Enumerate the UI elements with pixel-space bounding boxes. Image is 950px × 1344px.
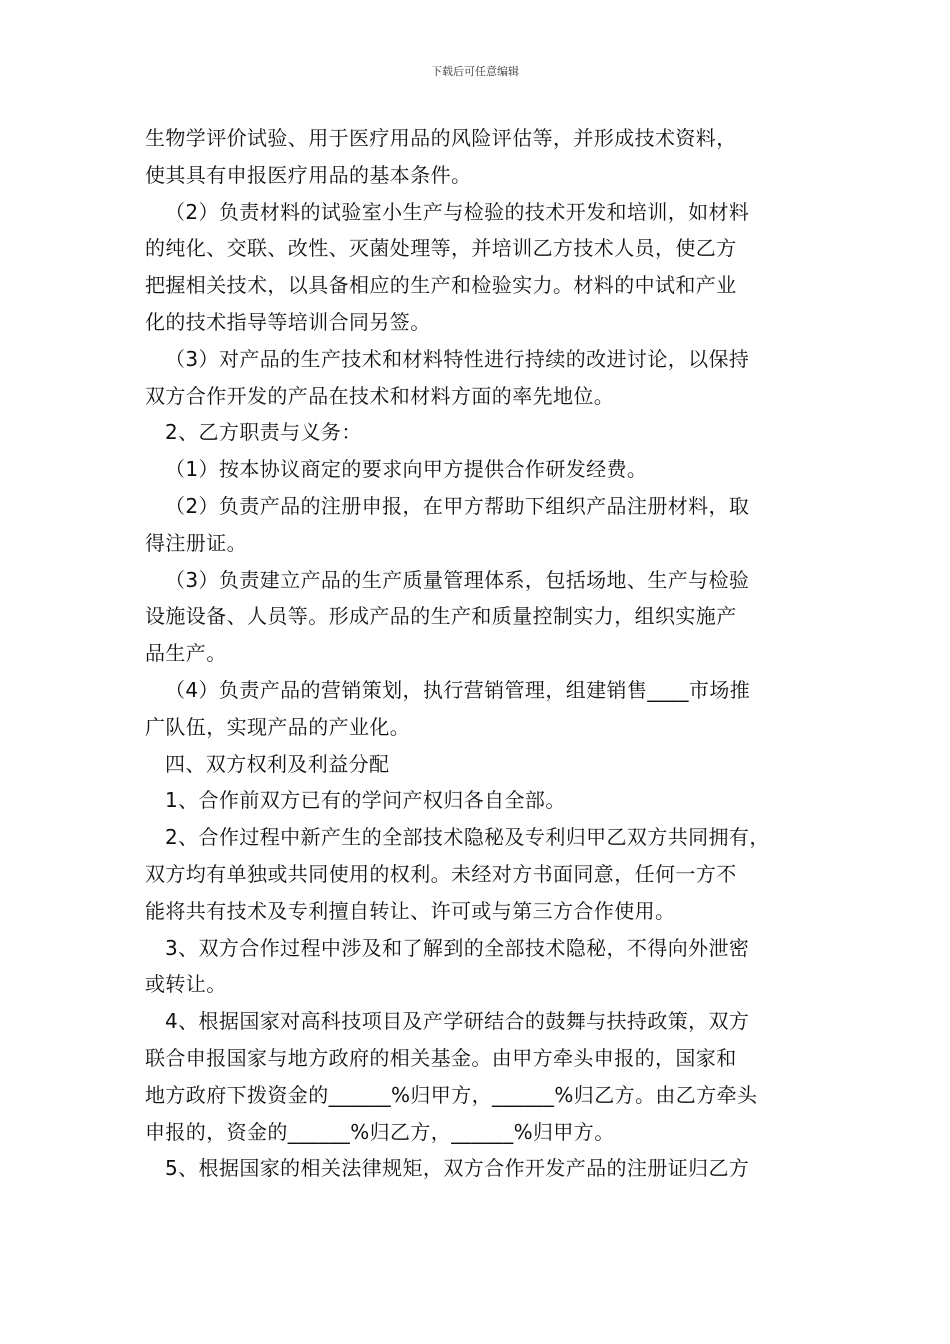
text-line: 双方合作开发的产品在技术和材料方面的率先地位。 <box>145 383 615 408</box>
page-header: 下载后可任意编辑 <box>431 65 519 78</box>
text-line: 2、合作过程中新产生的全部技术隐秘及专利归甲乙双方共同拥有， <box>165 825 770 850</box>
text-line: （4）负责产品的营销策划，执行营销管理，组建销售____市场推 <box>165 677 751 702</box>
text-line: 或转让。 <box>145 972 227 997</box>
text-line: 3、双方合作过程中涉及和了解到的全部技术隐秘，不得向外泄密 <box>165 935 750 960</box>
text-line: 生物学评价试验、用于医疗用品的风险评估等，并形成技术资料， <box>145 126 737 150</box>
text-line: 联合申报国家与地方政府的相关基金。由甲方牵头申报的，国家和 <box>145 1045 737 1070</box>
text-line: 使其具有申报医疗用品的基本条件。 <box>145 162 472 187</box>
text-line: （2）负责产品的注册申报，在甲方帮助下组织产品注册材料，取 <box>165 493 750 518</box>
text-line: 品生产。 <box>145 641 227 666</box>
text-line: 能将共有技术及专利擅自转让、许可或与第三方合作使用。 <box>145 898 676 923</box>
text-line: 双方均有单独或共同使用的权利。未经对方书面同意，任何一方不 <box>145 861 737 886</box>
text-line: （1）按本协议商定的要求向甲方提供合作研发经费。 <box>165 457 648 482</box>
text-line: 2、乙方职责与义务： <box>165 420 362 445</box>
document-body <box>145 120 813 1187</box>
text-line: 四、双方权利及利益分配 <box>165 751 390 776</box>
text-line: 设施设备、人员等。形成产品的生产和质量控制实力，组织实施产 <box>145 604 737 629</box>
text-line: 广队伍，实现产品的产业化。 <box>145 714 411 739</box>
text-line: 申报的，资金的______%归乙方，______%归甲方。 <box>145 1119 615 1144</box>
text-line: 5、根据国家的相关法律规矩，双方合作开发产品的注册证归乙方 <box>165 1156 750 1181</box>
text-line: 4、根据国家对高科技项目及产学研结合的鼓舞与扶持政策，双方 <box>165 1009 750 1034</box>
text-line: 1、合作前双方已有的学问产权归各自全部。 <box>165 788 566 813</box>
text-line: 得注册证。 <box>145 530 247 555</box>
text-line: 把握相关技术，以具备相应的生产和检验实力。材料的中试和产业 <box>145 273 737 298</box>
text-line: 的纯化、交联、改性、灭菌处理等，并培训乙方技术人员，使乙方 <box>145 236 737 261</box>
text-line: 化的技术指导等培训合同另签。 <box>145 309 431 334</box>
text-line: （3）负责建立产品的生产质量管理体系，包括场地、生产与检验 <box>165 567 750 592</box>
text-line: （2）负责材料的试验室小生产与检验的技术开发和培训，如材料 <box>165 199 750 224</box>
text-line: 地方政府下拨资金的______%归甲方，______%归乙方。由乙方牵头 <box>145 1082 758 1107</box>
text-line: （3）对产品的生产技术和材料特性进行持续的改进讨论，以保持 <box>165 346 750 371</box>
